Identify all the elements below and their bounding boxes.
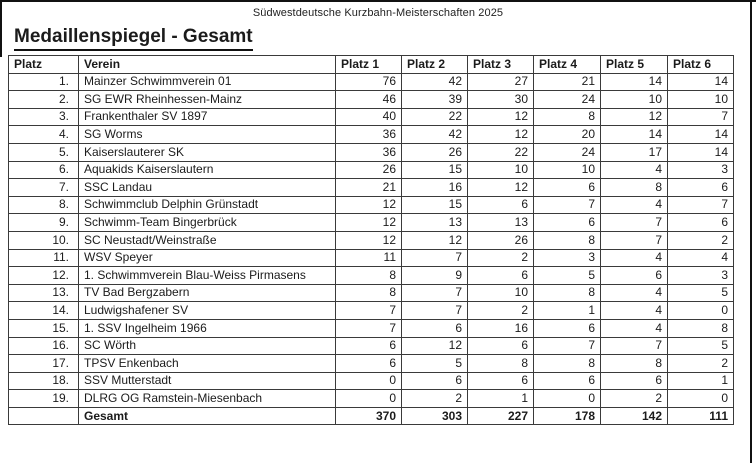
rank-cell: 1. — [9, 73, 79, 91]
value-cell: 13 — [402, 214, 468, 232]
value-cell: 42 — [402, 73, 468, 91]
rank-cell: 17. — [9, 355, 79, 373]
col-header-platz1: Platz 1 — [336, 56, 402, 74]
document-header: Südwestdeutsche Kurzbahn-Meisterschaften 2025 — [252, 7, 504, 19]
value-cell: 5 — [668, 284, 734, 302]
verein-cell: TPSV Enkenbach — [79, 355, 336, 373]
value-cell: 0 — [668, 302, 734, 320]
value-cell: 6 — [468, 337, 534, 355]
value-cell: 21 — [534, 73, 601, 91]
value-cell: 8 — [336, 284, 402, 302]
value-cell: 6 — [534, 372, 601, 390]
value-cell: 6 — [402, 319, 468, 337]
value-cell: 15 — [402, 196, 468, 214]
verein-cell: DLRG OG Ramstein-Miesenbach — [79, 390, 336, 408]
value-cell: 46 — [336, 91, 402, 109]
value-cell: 2 — [468, 249, 534, 267]
verein-cell: Kaiserslauterer SK — [79, 143, 336, 161]
value-cell: 12 — [336, 214, 402, 232]
value-cell: 10 — [601, 91, 668, 109]
value-cell: 1 — [534, 302, 601, 320]
value-cell: 1 — [468, 390, 534, 408]
col-header-platz2: Platz 2 — [402, 56, 468, 74]
col-header-platz5: Platz 5 — [601, 56, 668, 74]
value-cell: 6 — [601, 267, 668, 285]
verein-cell: SG EWR Rheinhessen-Mainz — [79, 91, 336, 109]
value-cell: 12 — [468, 108, 534, 126]
col-header-platz4: Platz 4 — [534, 56, 601, 74]
value-cell: 7 — [534, 196, 601, 214]
value-cell: 2 — [468, 302, 534, 320]
rank-cell: 8. — [9, 196, 79, 214]
value-cell: 178 — [534, 407, 601, 425]
value-cell: 3 — [668, 161, 734, 179]
value-cell: 13 — [468, 214, 534, 232]
col-header-platz: Platz — [9, 56, 79, 74]
value-cell: 30 — [468, 91, 534, 109]
value-cell: 12 — [468, 126, 534, 144]
rank-cell: 15. — [9, 319, 79, 337]
rank-cell: 7. — [9, 179, 79, 197]
value-cell: 27 — [468, 73, 534, 91]
value-cell: 0 — [336, 372, 402, 390]
value-cell: 4 — [601, 319, 668, 337]
value-cell: 7 — [402, 284, 468, 302]
rank-cell: 5. — [9, 143, 79, 161]
value-cell: 0 — [668, 390, 734, 408]
value-cell: 1 — [668, 372, 734, 390]
total-row — [9, 407, 734, 425]
table-row — [9, 161, 734, 179]
value-cell: 22 — [402, 108, 468, 126]
value-cell: 4 — [601, 284, 668, 302]
verein-cell: Schwimmclub Delphin Grünstadt — [79, 196, 336, 214]
verein-cell: TV Bad Bergzabern — [79, 284, 336, 302]
value-cell: 8 — [601, 179, 668, 197]
col-header-platz3: Platz 3 — [468, 56, 534, 74]
value-cell: 7 — [402, 249, 468, 267]
value-cell: 6 — [534, 179, 601, 197]
value-cell: 26 — [402, 143, 468, 161]
table-row — [9, 284, 734, 302]
table-row — [9, 73, 734, 91]
rank-cell: 6. — [9, 161, 79, 179]
value-cell: 12 — [336, 196, 402, 214]
value-cell: 4 — [601, 196, 668, 214]
verein-cell: Aquakids Kaiserslautern — [79, 161, 336, 179]
table-row — [9, 108, 734, 126]
value-cell: 2 — [668, 355, 734, 373]
table-row — [9, 267, 734, 285]
value-cell: 20 — [534, 126, 601, 144]
value-cell: 17 — [601, 143, 668, 161]
col-header-verein: Verein — [79, 56, 336, 74]
verein-cell: 1. Schwimmverein Blau-Weiss Pirmasens — [79, 267, 336, 285]
value-cell: 7 — [534, 337, 601, 355]
verein-cell: SG Worms — [79, 126, 336, 144]
value-cell: 4 — [601, 249, 668, 267]
table-row — [9, 372, 734, 390]
table-body — [9, 73, 734, 425]
value-cell: 6 — [668, 179, 734, 197]
value-cell: 24 — [534, 91, 601, 109]
value-cell: 370 — [336, 407, 402, 425]
value-cell: 4 — [601, 302, 668, 320]
value-cell: 26 — [336, 161, 402, 179]
page-border-right — [750, 0, 752, 463]
verein-cell: SSC Landau — [79, 179, 336, 197]
table-row — [9, 231, 734, 249]
page-title: Medaillenspiegel - Gesamt — [14, 26, 253, 51]
value-cell: 4 — [668, 249, 734, 267]
value-cell: 16 — [402, 179, 468, 197]
col-header-platz6: Platz 6 — [668, 56, 734, 74]
value-cell: 12 — [336, 231, 402, 249]
table-row — [9, 390, 734, 408]
value-cell: 36 — [336, 143, 402, 161]
rank-cell: 4. — [9, 126, 79, 144]
table-row — [9, 196, 734, 214]
verein-cell: Schwimm-Team Bingerbrück — [79, 214, 336, 232]
value-cell: 12 — [402, 231, 468, 249]
verein-cell: SC Neustadt/Weinstraße — [79, 231, 336, 249]
value-cell: 7 — [601, 214, 668, 232]
value-cell: 7 — [601, 231, 668, 249]
value-cell: 12 — [601, 108, 668, 126]
verein-cell: SC Wörth — [79, 337, 336, 355]
value-cell: 5 — [402, 355, 468, 373]
value-cell: 24 — [534, 143, 601, 161]
value-cell: 142 — [601, 407, 668, 425]
value-cell: 7 — [336, 302, 402, 320]
value-cell: 14 — [601, 73, 668, 91]
value-cell: 8 — [336, 267, 402, 285]
table-row — [9, 337, 734, 355]
value-cell: 6 — [468, 196, 534, 214]
value-cell: 2 — [402, 390, 468, 408]
value-cell: 6 — [468, 267, 534, 285]
value-cell: 10 — [668, 91, 734, 109]
value-cell: 2 — [601, 390, 668, 408]
value-cell: 7 — [668, 108, 734, 126]
value-cell: 6 — [668, 214, 734, 232]
value-cell: 227 — [468, 407, 534, 425]
rank-cell: 18. — [9, 372, 79, 390]
value-cell: 8 — [668, 319, 734, 337]
value-cell: 3 — [534, 249, 601, 267]
value-cell: 8 — [601, 355, 668, 373]
rank-cell — [9, 407, 79, 425]
medal-table — [8, 55, 734, 425]
verein-cell: Ludwigshafener SV — [79, 302, 336, 320]
rank-cell: 10. — [9, 231, 79, 249]
verein-cell: Mainzer Schwimmverein 01 — [79, 73, 336, 91]
value-cell: 7 — [336, 319, 402, 337]
value-cell: 14 — [668, 73, 734, 91]
value-cell: 11 — [336, 249, 402, 267]
value-cell: 8 — [534, 108, 601, 126]
table-row — [9, 214, 734, 232]
verein-cell: 1. SSV Ingelheim 1966 — [79, 319, 336, 337]
value-cell: 303 — [402, 407, 468, 425]
rank-cell: 11. — [9, 249, 79, 267]
verein-cell: Frankenthaler SV 1897 — [79, 108, 336, 126]
rank-cell: 16. — [9, 337, 79, 355]
table-row — [9, 143, 734, 161]
value-cell: 42 — [402, 126, 468, 144]
value-cell: 111 — [668, 407, 734, 425]
value-cell: 8 — [468, 355, 534, 373]
value-cell: 16 — [468, 319, 534, 337]
value-cell: 6 — [601, 372, 668, 390]
value-cell: 8 — [534, 355, 601, 373]
rank-cell: 13. — [9, 284, 79, 302]
table-row — [9, 249, 734, 267]
value-cell: 7 — [601, 337, 668, 355]
value-cell: 15 — [402, 161, 468, 179]
table-row — [9, 319, 734, 337]
value-cell: 2 — [668, 231, 734, 249]
value-cell: 8 — [534, 231, 601, 249]
value-cell: 7 — [402, 302, 468, 320]
value-cell: 6 — [468, 372, 534, 390]
verein-cell: SSV Mutterstadt — [79, 372, 336, 390]
table-row — [9, 302, 734, 320]
table-row — [9, 355, 734, 373]
value-cell: 6 — [402, 372, 468, 390]
value-cell: 22 — [468, 143, 534, 161]
table-row — [9, 179, 734, 197]
total-label-cell: Gesamt — [79, 407, 336, 425]
value-cell: 7 — [668, 196, 734, 214]
value-cell: 26 — [468, 231, 534, 249]
page-border-top — [0, 0, 756, 2]
rank-cell: 12. — [9, 267, 79, 285]
value-cell: 6 — [336, 355, 402, 373]
value-cell: 3 — [668, 267, 734, 285]
value-cell: 5 — [668, 337, 734, 355]
value-cell: 12 — [402, 337, 468, 355]
value-cell: 12 — [468, 179, 534, 197]
value-cell: 8 — [534, 284, 601, 302]
table-header-row — [9, 56, 734, 74]
value-cell: 36 — [336, 126, 402, 144]
rank-cell: 3. — [9, 108, 79, 126]
table-row — [9, 126, 734, 144]
value-cell: 14 — [668, 143, 734, 161]
value-cell: 10 — [534, 161, 601, 179]
rank-cell: 9. — [9, 214, 79, 232]
value-cell: 6 — [336, 337, 402, 355]
rank-cell: 2. — [9, 91, 79, 109]
verein-cell: WSV Speyer — [79, 249, 336, 267]
rank-cell: 19. — [9, 390, 79, 408]
table-row — [9, 91, 734, 109]
value-cell: 10 — [468, 161, 534, 179]
value-cell: 5 — [534, 267, 601, 285]
value-cell: 76 — [336, 73, 402, 91]
value-cell: 0 — [336, 390, 402, 408]
value-cell: 39 — [402, 91, 468, 109]
value-cell: 9 — [402, 267, 468, 285]
rank-cell: 14. — [9, 302, 79, 320]
value-cell: 0 — [534, 390, 601, 408]
value-cell: 14 — [668, 126, 734, 144]
value-cell: 40 — [336, 108, 402, 126]
value-cell: 4 — [601, 161, 668, 179]
value-cell: 6 — [534, 214, 601, 232]
value-cell: 14 — [601, 126, 668, 144]
value-cell: 6 — [534, 319, 601, 337]
value-cell: 21 — [336, 179, 402, 197]
value-cell: 10 — [468, 284, 534, 302]
